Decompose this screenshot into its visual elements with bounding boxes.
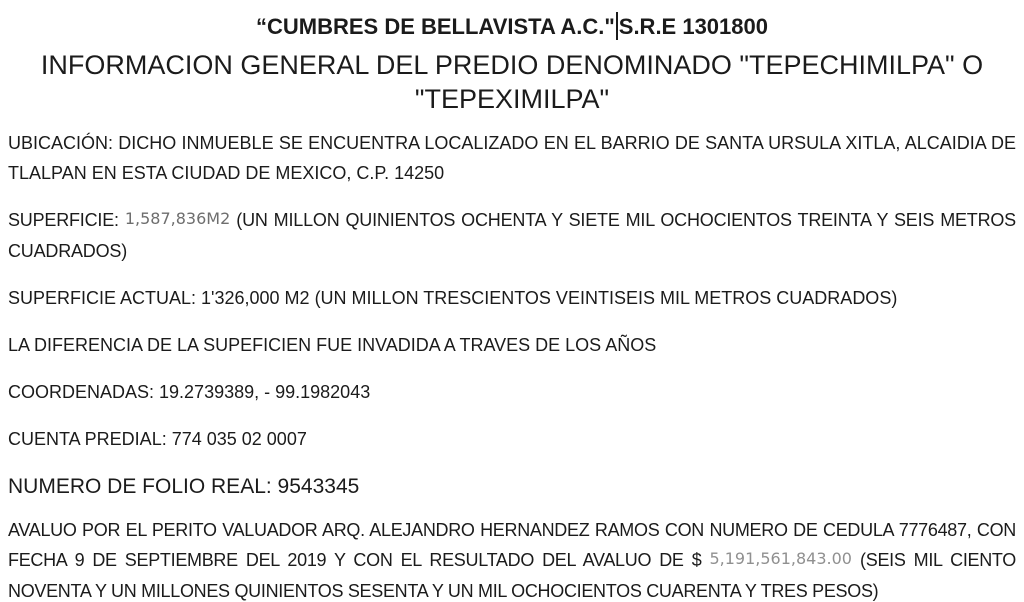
avaluo-amount-inserted: 5,191,561,843.00 [709, 549, 852, 568]
doc-title [8, 12, 1016, 42]
doc-subtitle: INFORMACION GENERAL DEL PREDIO DENOMINADO "TEPECHIMILPA" O "TEPEXIMILPA" [40, 50, 984, 114]
superficie-area-value-inserted: 1,587,836M2 [124, 209, 231, 228]
text-cursor-icon [616, 12, 618, 40]
superficie-words: (UN MILLON QUINIENTOS OCHENTA Y SIETE MIL OCHOCIENTOS TREINTA Y SEIS METROS CUADRADOS) [8, 210, 1016, 261]
paragraph-avaluo [8, 515, 1016, 602]
doc-title-text: “CUMBRES DE BELLAVISTA A.C." [255, 14, 615, 39]
paragraph-superficie [8, 205, 1016, 266]
paragraph-cuenta-predial: CUENTA PREDIAL: 774 035 02 0007 [8, 429, 307, 449]
superficie-label: SUPERFICIE: [8, 210, 119, 230]
paragraph-ubicacion: UBICACIÓN: DICHO INMUEBLE SE ENCUENTRA LOCALIZADO EN EL BARRIO DE SANTA URSULA XITLA, ALCAIDIA DE TLALPAN EN ESTA CIUDAD DE MEXICO, C.P. 14250 [8, 133, 1016, 183]
paragraph-superficie-actual: SUPERFICIE ACTUAL: 1'326,000 M2 (UN MILLON TRESCIENTOS VEINTISEIS MIL METROS CUADRADOS) [8, 288, 898, 308]
avaluo-text: AVALUO POR EL PERITO VALUADOR ARQ. ALEJANDRO HERNANDEZ RAMOS CON NUMERO DE CEDULA 7776487, CON FECHA 9 DE SEPTIEMBRE DEL 2019 Y CON EL RESULTADO DEL AVALUO DE $ [8, 520, 1016, 570]
avaluo-words: (SEIS MIL CIENTO NOVENTA Y UN MILLONES QUINIENTOS SESENTA Y UN MIL OCHOCIENTOS CUARENTA Y TRES PESOS) [8, 550, 1016, 601]
paragraph-coordenadas: COORDENADAS: 19.2739389, - 99.1982043 [8, 382, 371, 402]
doc-title-registry-number: S.R.E 1301800 [618, 14, 768, 39]
paragraph-diferencia: LA DIFERENCIA DE LA SUPEFICIEN FUE INVADIDA A TRAVES DE LOS AÑOS [8, 335, 657, 355]
paragraph-folio-real: NUMERO DE FOLIO REAL: 9543345 [8, 475, 360, 498]
